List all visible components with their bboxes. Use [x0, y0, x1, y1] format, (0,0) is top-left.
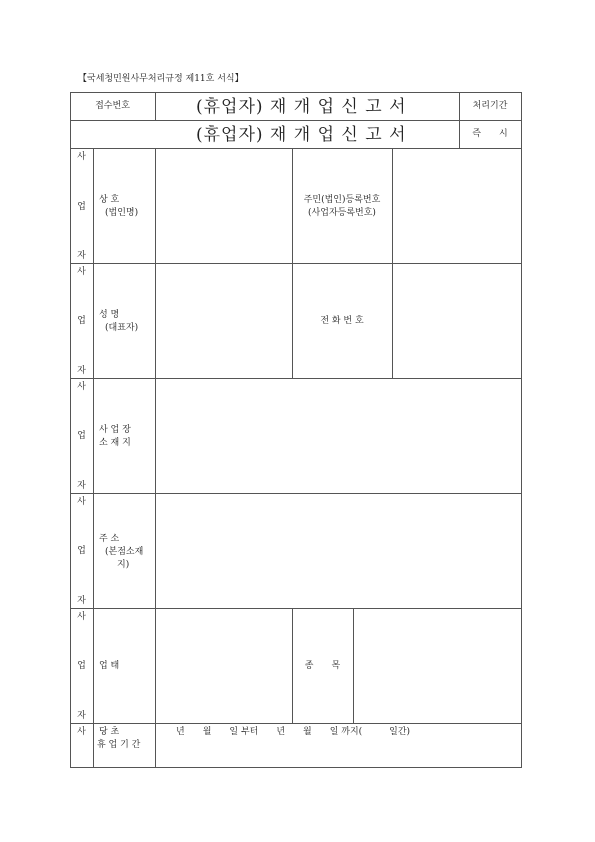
name-label: 성 명: [99, 310, 120, 320]
side-label-middle: 업: [77, 202, 86, 212]
side-label-bottom: 자: [77, 481, 86, 491]
table-border-right: [521, 92, 522, 767]
row-line-5: [70, 723, 522, 724]
form-code: 【국세청민원사무처리규정 제11호 서식】: [78, 74, 244, 84]
trade-name-label: 상 호: [99, 195, 120, 205]
side-label-top: 사: [77, 727, 86, 737]
table-border-bottom: [70, 767, 522, 768]
closure-period-sub-label: 휴 업 기 간: [97, 740, 141, 750]
processing-period-label: 처리기간: [472, 101, 508, 111]
processing-period-value: 즉 시: [472, 129, 508, 139]
phone-field[interactable]: [393, 264, 520, 377]
address-sub-label-2: 지): [117, 560, 130, 570]
side-label-middle: 업: [77, 431, 86, 441]
item-field[interactable]: [354, 609, 520, 722]
business-type-label: 업 태: [99, 661, 120, 671]
business-type-field[interactable]: [156, 609, 291, 722]
table-border-top: [70, 92, 522, 93]
header-divider: [70, 120, 522, 121]
item-label: 종 목: [304, 661, 341, 671]
address-label: 주 소: [99, 534, 120, 544]
side-label-top: 사: [77, 497, 86, 507]
form-title: (휴업자) 재 개 업 신 고 서: [196, 97, 407, 117]
address-sub-label: (본점소재: [105, 547, 144, 557]
side-label-middle: 업: [77, 546, 86, 556]
receipt-no-label: 접수번호: [95, 101, 130, 111]
reg-no-field[interactable]: [393, 149, 520, 262]
name-field[interactable]: [156, 264, 291, 377]
side-label-middle: 업: [77, 316, 86, 326]
side-label-top: 사: [77, 382, 86, 392]
location-label: 사 업 장: [99, 425, 131, 435]
trade-name-field[interactable]: [156, 149, 291, 262]
side-label-middle: 업: [77, 661, 86, 671]
name-sub-label: (대표자): [105, 323, 139, 333]
mid-col-line-upper: [292, 148, 293, 378]
side-label-col-line: [93, 148, 94, 767]
side-label-bottom: 자: [77, 596, 86, 606]
address-field[interactable]: [156, 494, 520, 607]
side-label-top: 사: [77, 612, 86, 622]
location-field[interactable]: [156, 379, 520, 492]
trade-name-sub-label: (법인명): [105, 208, 139, 218]
side-label-top: 사: [77, 152, 86, 162]
closure-period-value[interactable]: 년 월 일 부터 년 월 일 까지( 일간): [176, 727, 411, 737]
header-col-line-1: [155, 92, 156, 120]
side-label-bottom: 자: [77, 366, 86, 376]
side-label-top: 사: [77, 267, 86, 277]
reg-no-sub-label: (사업자등록번호): [308, 208, 376, 218]
form-title-repeat: (휴업자) 재 개 업 신 고 서: [196, 125, 407, 145]
phone-label: 전 화 번 호: [320, 316, 364, 326]
closure-period-label: 당 초: [99, 727, 120, 737]
reg-no-label: 주민(법인)등록번호: [303, 195, 381, 205]
location-sub-label: 소 재 지: [99, 438, 131, 448]
side-label-bottom: 자: [77, 711, 86, 721]
side-label-bottom: 자: [77, 251, 86, 261]
